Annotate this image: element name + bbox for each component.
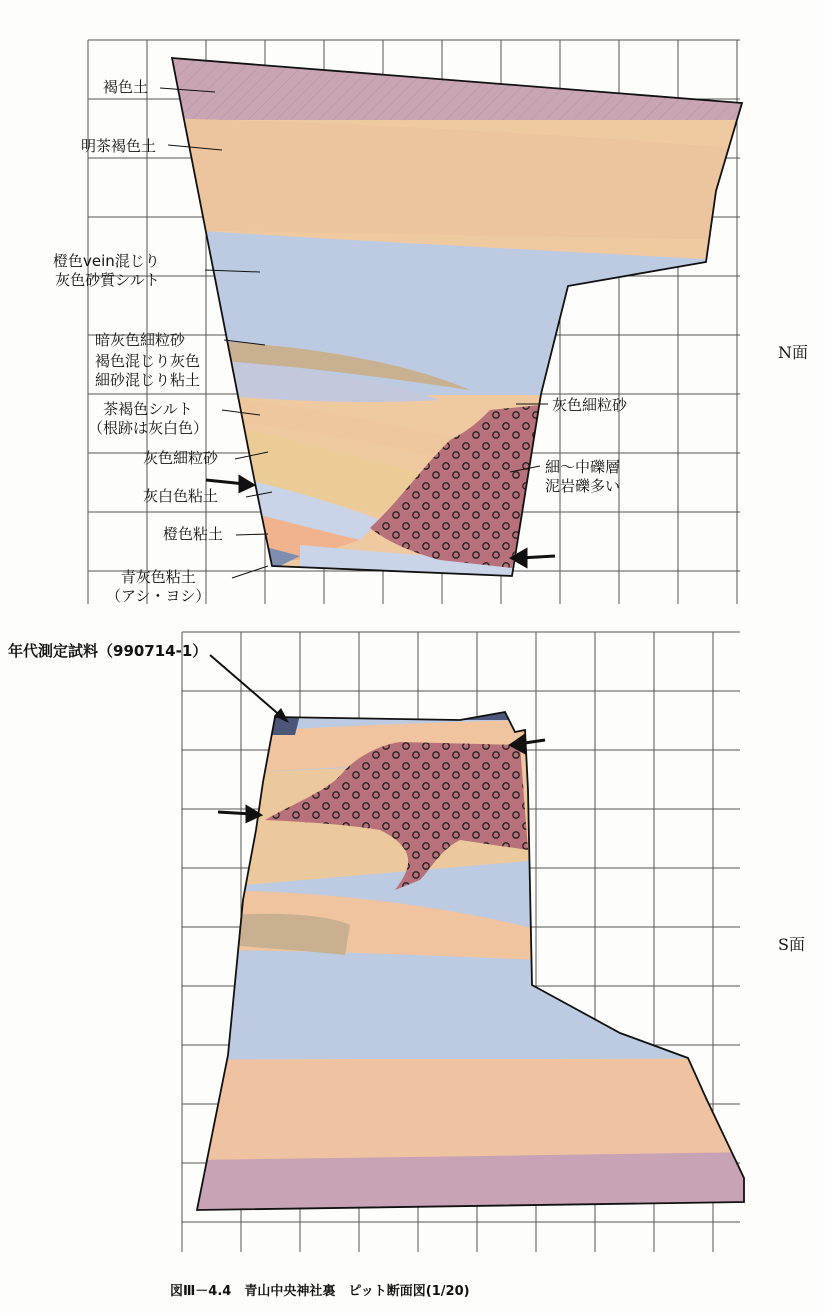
- layer-label-brown-silt: 茶褐色シルト （根跡は灰白色）: [88, 400, 209, 437]
- layer-label-dark-gray-sand: 暗灰色細粒砂: [95, 331, 186, 349]
- sample-label: 年代測定試料（990714-1）: [8, 642, 208, 660]
- layer-label-right-gray-sand: 灰色細粒砂: [552, 396, 628, 414]
- layer-label-grayish-white-clay: 灰白色粘土: [143, 487, 219, 505]
- layer-label-orange-clay: 橙色粘土: [163, 525, 224, 543]
- sample-pointer: [210, 655, 283, 718]
- layer-label-light-brown-soil: 明茶褐色土: [81, 137, 157, 155]
- layer-label-gray-clay: 褐色混じり灰色 細砂混じり粘土: [95, 352, 201, 389]
- north-face-label: N面: [778, 343, 809, 362]
- south-section: [190, 700, 760, 1220]
- layer-label-gray-sandy-silt: 橙色vein混じり 灰色砂質シルト: [53, 252, 160, 289]
- layer-label-blue-gray-clay: 青灰色粘土 （アシ・ヨシ）: [106, 568, 211, 605]
- layer-label-gravel: 細～中礫層 泥岩礫多い: [545, 458, 621, 495]
- layer-label-brown-soil: 褐色土: [103, 78, 149, 96]
- figure-caption: 図Ⅲ－4.4 青山中央神社裏 ピット断面図(1/20): [170, 1284, 470, 1299]
- layer-label-gray-fine-sand: 灰色細粒砂: [143, 449, 219, 467]
- south-face-label: S面: [778, 935, 805, 954]
- north-section: [160, 50, 760, 580]
